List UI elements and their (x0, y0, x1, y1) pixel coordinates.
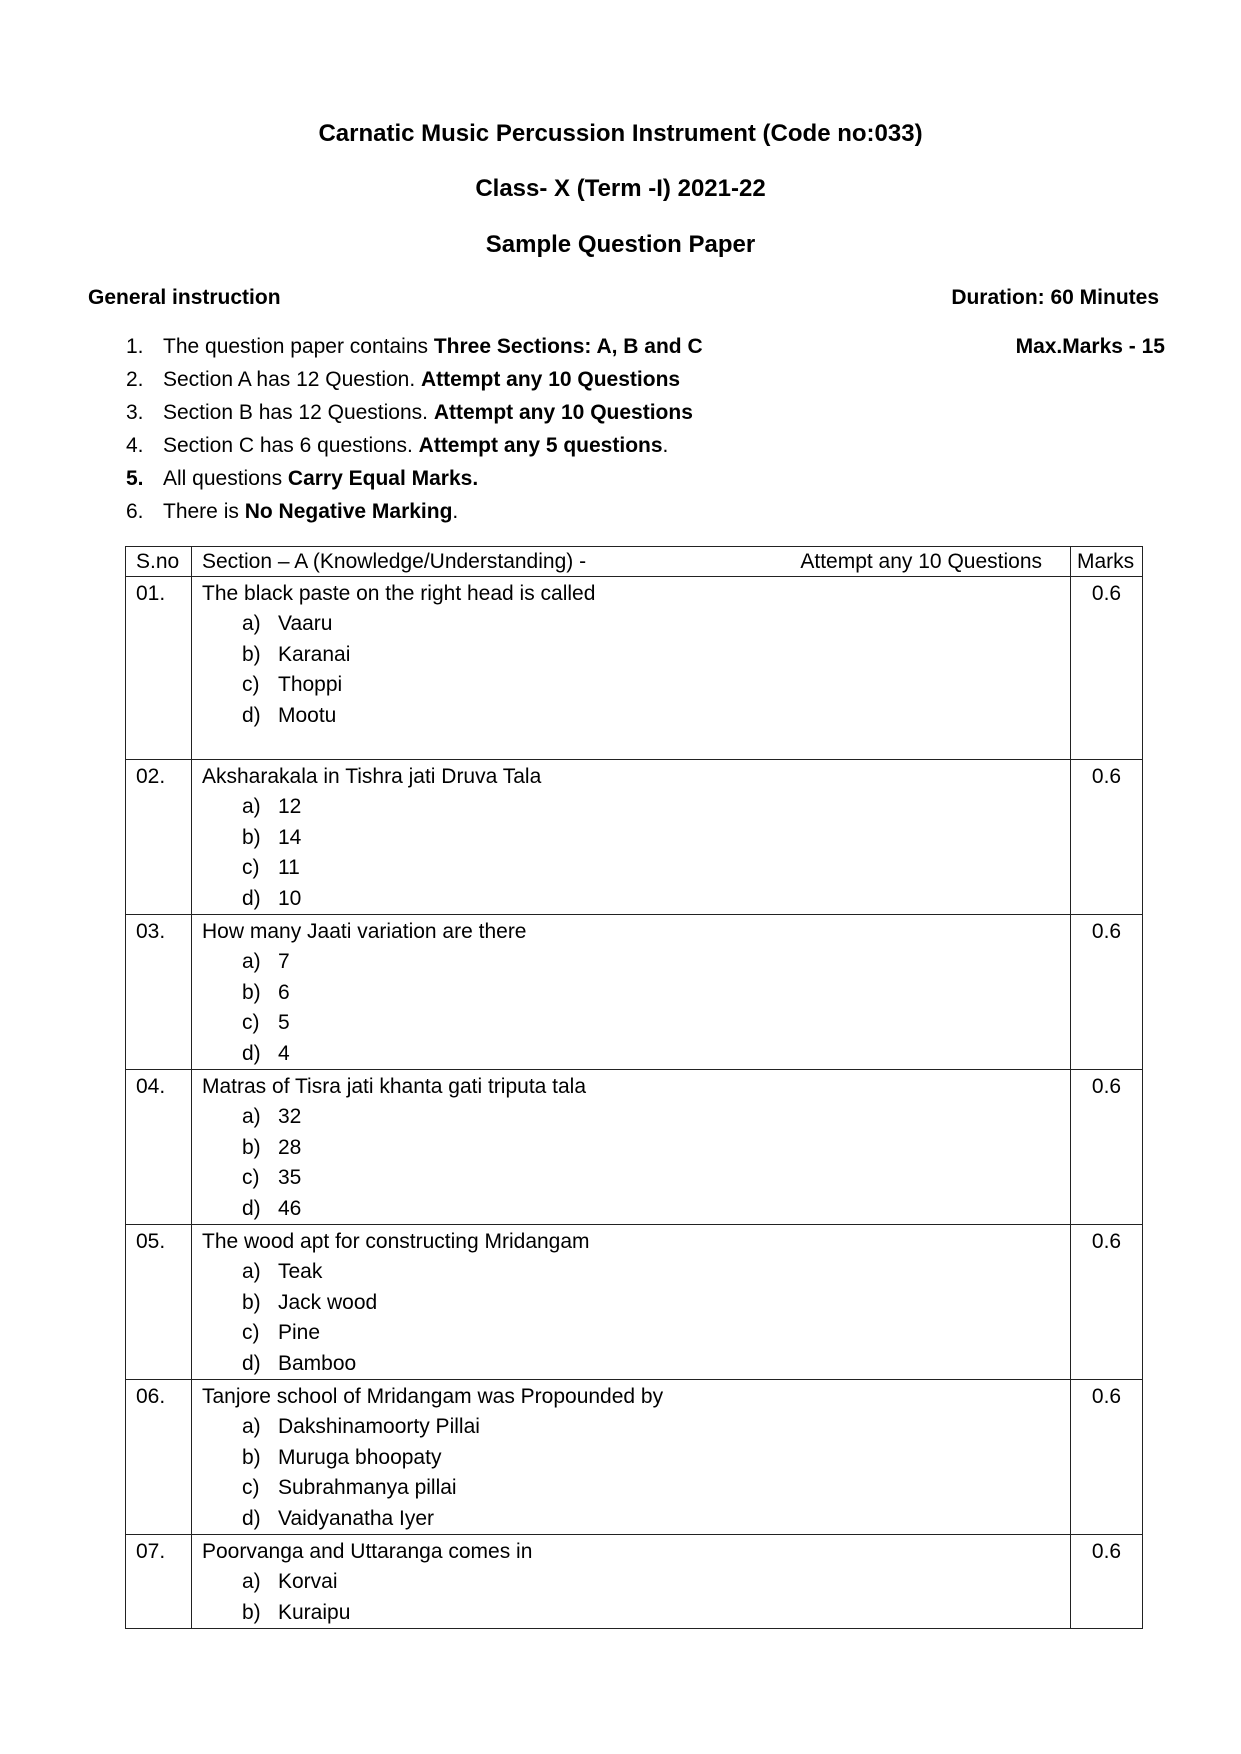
option-item (202, 701, 1070, 732)
instruction-emphasis: Attempt any 5 questions (418, 434, 663, 457)
option-item (202, 1349, 1070, 1380)
option-item (202, 853, 1070, 884)
option-item (202, 1163, 1070, 1194)
question-number: 05. (126, 1225, 192, 1380)
option-item (202, 670, 1070, 701)
question-number: 01. (126, 577, 192, 760)
header-sno: S.no (126, 547, 192, 577)
question-cell (192, 1380, 1071, 1535)
option-text: Teak (278, 1260, 323, 1283)
option-item (202, 640, 1070, 671)
option-letter: a) (242, 950, 261, 973)
paper-title: Carnatic Music Percussion Instrument (Code no:033) (318, 120, 923, 147)
question-number: 07. (126, 1535, 192, 1629)
option-letter: a) (242, 795, 261, 818)
option-item (202, 884, 1070, 915)
option-letter: c) (242, 1476, 260, 1499)
option-text: Bamboo (278, 1351, 357, 1375)
option-item (202, 1102, 1070, 1133)
option-text: Dakshinamoorty Pillai (278, 1415, 480, 1438)
option-text: Vaaru (278, 612, 333, 635)
option-text: 7 (278, 950, 290, 973)
question-number: 03. (126, 915, 192, 1070)
instruction-item (126, 330, 703, 363)
instruction-number: 1. (126, 335, 144, 358)
option-item (202, 1567, 1070, 1598)
instruction-list (126, 330, 703, 528)
instruction-item (126, 429, 703, 462)
question-text: Aksharakala in Tishra jati Druva Tala (202, 765, 542, 788)
option-letter: c) (242, 1011, 260, 1034)
option-text: Korvai (278, 1570, 338, 1593)
instruction-text: Section C has 6 questions. (163, 434, 419, 457)
option-text: Pine (278, 1321, 321, 1344)
option-letter: a) (242, 1415, 261, 1438)
instruction-item (126, 462, 703, 495)
question-marks: 0.6 (1071, 1070, 1143, 1225)
option-text: Karanai (278, 642, 351, 666)
instruction-number: 6. (126, 500, 144, 523)
question-text: How many Jaati variation are there (202, 920, 527, 943)
question-number: 02. (126, 760, 192, 915)
option-item (202, 1504, 1070, 1535)
instruction-suffix: . (662, 434, 669, 457)
question-text: Matras of Tisra jati khanta gati triputa tala (202, 1075, 587, 1098)
option-text: 6 (278, 980, 290, 1004)
instruction-text: All questions (163, 467, 288, 490)
option-text: 32 (278, 1105, 302, 1128)
option-item (202, 1443, 1070, 1474)
instruction-text: The question paper contains (163, 335, 434, 358)
instruction-number: 3. (126, 401, 144, 424)
option-text: 10 (278, 886, 302, 910)
question-number: 04. (126, 1070, 192, 1225)
question-cell (192, 1535, 1071, 1629)
question-cell (192, 1225, 1071, 1380)
max-marks-label: Max.Marks - 15 (1015, 335, 1165, 358)
option-letter: d) (242, 703, 261, 727)
question-row (126, 1225, 1143, 1380)
option-letter: b) (242, 1445, 261, 1469)
question-row (126, 577, 1143, 760)
option-letter: b) (242, 980, 261, 1004)
option-item (202, 1008, 1070, 1039)
instruction-text: Section A has 12 Question. (163, 368, 422, 391)
instruction-item (126, 495, 703, 528)
option-letter: a) (242, 1105, 261, 1128)
option-letter: c) (242, 1166, 260, 1189)
question-row (126, 1535, 1143, 1629)
option-letter: b) (242, 642, 261, 666)
option-letter: d) (242, 1351, 261, 1375)
question-cell (192, 577, 1071, 760)
option-letter: d) (242, 1041, 261, 1065)
option-text: Thoppi (278, 673, 343, 696)
question-marks: 0.6 (1071, 1225, 1143, 1380)
option-text: Vaidyanatha Iyer (278, 1506, 435, 1530)
instruction-item (126, 363, 703, 396)
question-row (126, 760, 1143, 915)
option-letter: a) (242, 1260, 261, 1283)
question-marks: 0.6 (1071, 915, 1143, 1070)
option-item (202, 947, 1070, 978)
instruction-emphasis: Three Sections: A, B and C (433, 335, 703, 358)
option-letter: a) (242, 1570, 261, 1593)
header-marks: Marks (1071, 547, 1143, 577)
option-text: 5 (278, 1011, 290, 1034)
question-cell (192, 915, 1071, 1070)
question-number: 06. (126, 1380, 192, 1535)
option-letter: d) (242, 1506, 261, 1530)
option-letter: d) (242, 886, 261, 910)
instruction-emphasis: Carry Equal Marks. (287, 467, 479, 490)
option-item (202, 1288, 1070, 1319)
option-letter: b) (242, 825, 261, 849)
option-text: 28 (278, 1135, 302, 1159)
instruction-number: 5. (126, 467, 144, 490)
question-marks: 0.6 (1071, 1535, 1143, 1629)
option-letter: a) (242, 612, 261, 635)
option-item (202, 1318, 1070, 1349)
question-marks: 0.6 (1071, 577, 1143, 760)
question-cell (192, 760, 1071, 915)
option-text: Muruga bhoopaty (278, 1445, 442, 1469)
option-letter: b) (242, 1600, 261, 1624)
option-item (202, 609, 1070, 640)
option-letter: c) (242, 1321, 260, 1344)
option-item (202, 978, 1070, 1009)
option-text: 35 (278, 1166, 302, 1189)
option-item (202, 1257, 1070, 1288)
option-text: Mootu (278, 703, 337, 727)
option-text: Kuraipu (278, 1600, 351, 1624)
question-text: The black paste on the right head is called (202, 582, 596, 605)
option-letter: b) (242, 1135, 261, 1159)
question-marks: 0.6 (1071, 1380, 1143, 1535)
option-letter: c) (242, 673, 260, 696)
question-text: The wood apt for constructing Mridangam (202, 1230, 590, 1253)
question-marks: 0.6 (1071, 760, 1143, 915)
option-item (202, 1133, 1070, 1164)
question-cell (192, 1070, 1071, 1225)
question-text: Poorvanga and Uttaranga comes in (202, 1540, 533, 1563)
option-letter: d) (242, 1196, 261, 1220)
instruction-item (126, 396, 703, 429)
option-item (202, 823, 1070, 854)
instruction-emphasis: Attempt any 10 Questions (433, 401, 693, 424)
option-text: 12 (278, 795, 302, 818)
general-instruction-label: General instruction (88, 286, 281, 309)
option-item (202, 1039, 1070, 1070)
section-attempt-note: Attempt any 10 Questions (800, 550, 1042, 573)
option-text: 46 (278, 1196, 302, 1220)
question-row (126, 915, 1143, 1070)
option-text: 4 (278, 1041, 290, 1065)
question-row (126, 1070, 1143, 1225)
instruction-emphasis: Attempt any 10 Questions (421, 368, 681, 391)
instruction-emphasis: No Negative Marking (244, 500, 453, 523)
option-item (202, 1194, 1070, 1225)
instruction-number: 4. (126, 434, 144, 457)
instruction-number: 2. (126, 368, 144, 391)
duration-label: Duration: 60 Minutes (951, 286, 1159, 309)
option-letter: c) (242, 856, 260, 879)
question-table (125, 546, 1143, 1629)
option-text: Jack wood (278, 1290, 378, 1314)
option-item (202, 1473, 1070, 1504)
option-item (202, 792, 1070, 823)
option-text: 11 (278, 856, 300, 879)
header-section (192, 547, 1071, 577)
question-row (126, 1380, 1143, 1535)
instruction-suffix: . (452, 500, 459, 523)
question-text: Tanjore school of Mridangam was Propounded by (202, 1385, 664, 1408)
table-header-row (126, 547, 1143, 577)
instruction-text: Section B has 12 Questions. (163, 401, 434, 424)
section-title: Section – A (Knowledge/Understanding) - (202, 550, 587, 573)
option-letter: b) (242, 1290, 261, 1314)
paper-type-heading: Sample Question Paper (485, 231, 756, 258)
class-term-line: Class- X (Term -I) 2021-22 (475, 175, 766, 202)
option-item (202, 1598, 1070, 1629)
option-text: Subrahmanya pillai (278, 1476, 457, 1499)
instruction-text: There is (163, 500, 245, 523)
option-text: 14 (278, 825, 302, 849)
option-item (202, 1412, 1070, 1443)
